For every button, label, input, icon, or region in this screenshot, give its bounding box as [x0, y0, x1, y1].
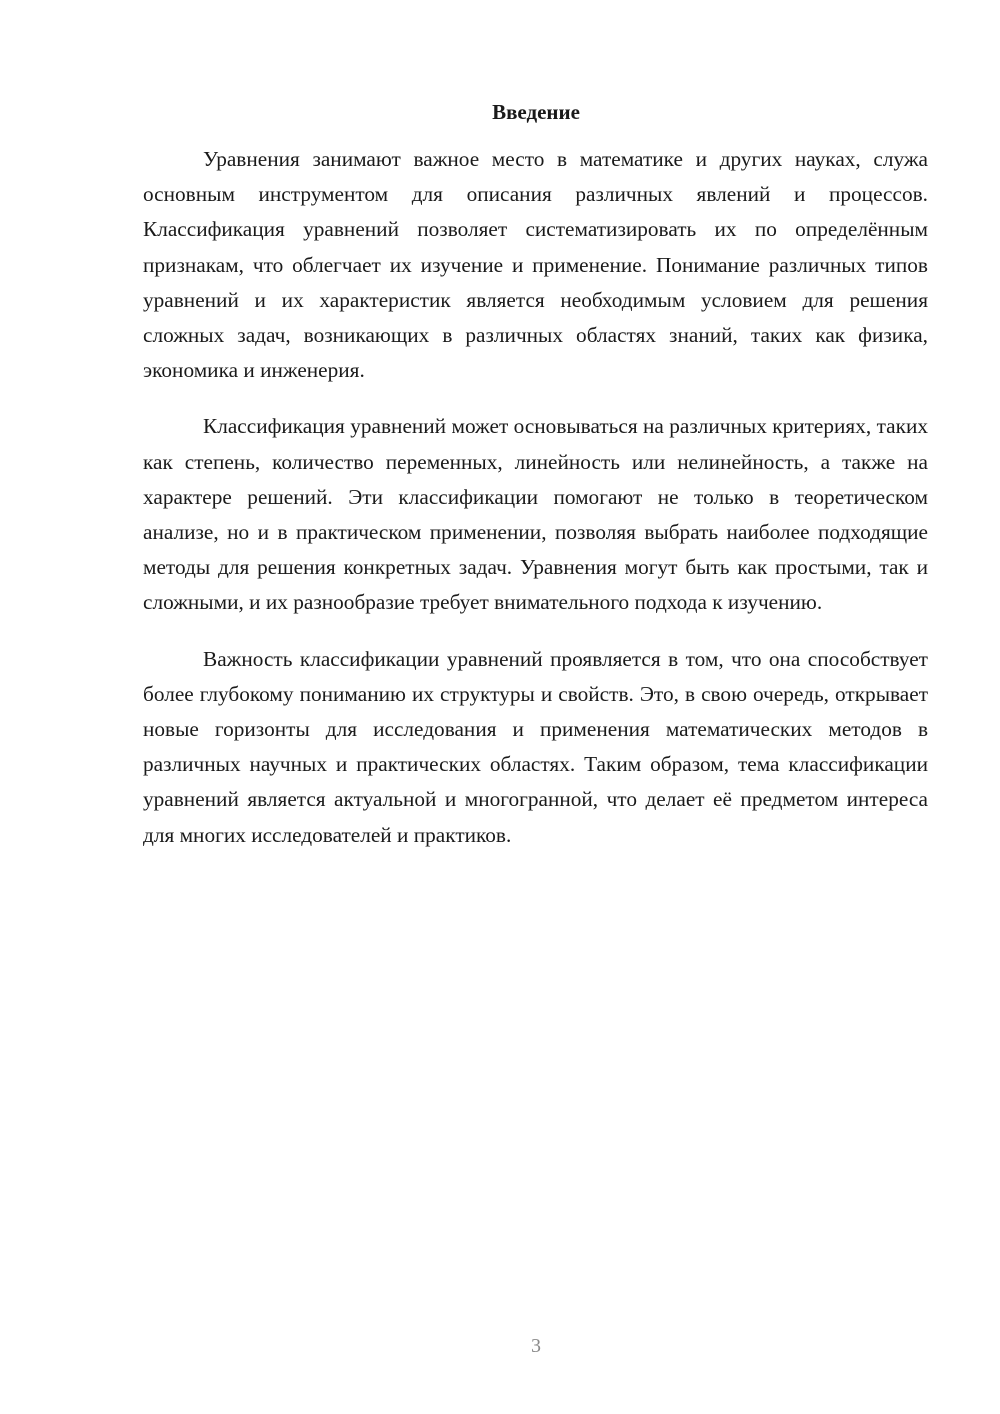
paragraph-3: Важность классификации уравнений проявляется в том, что она способствует более глубокому пониманию их структуры и свойств. Это, в свою очередь, открывает новые горизонты для исследования и применения математических методов в различных научных и практических областях. Таким образом, тема классификации уравнений является актуальной и многогранной, что делает её предметом интереса для многих исследователей и практиков. — [143, 646, 928, 847]
paragraph-2: Классификация уравнений может основываться на различных критериях, таких как степень, количество переменных, линейность или нелинейность, а также на характере решений. Эти классификации помогают не только в теоретическом анализе, но и в практическом применении, позволяя выбрать наиболее подходящие методы для решения конкретных задач. Уравнения могут быть как простыми, так и сложными, и их разнообразие требует внимательного подхода к изучению. — [143, 414, 928, 615]
paragraph-1: Уравнения занимают важное место в математике и других науках, служа основным инструментом для описания различных явлений и процессов. Классификация уравнений позволяет систематизировать их по определённым признакам, что облегчает их изучение и применение. Понимание различных типов уравнений и их характеристик является необходимым условием для решения сложных задач, возникающих в различных областях знаний, таких как физика, экономика и инженерия. — [143, 147, 928, 383]
page-number: 3 — [531, 1335, 541, 1357]
body-text — [143, 142, 928, 874]
section-title: Введение — [492, 100, 580, 124]
